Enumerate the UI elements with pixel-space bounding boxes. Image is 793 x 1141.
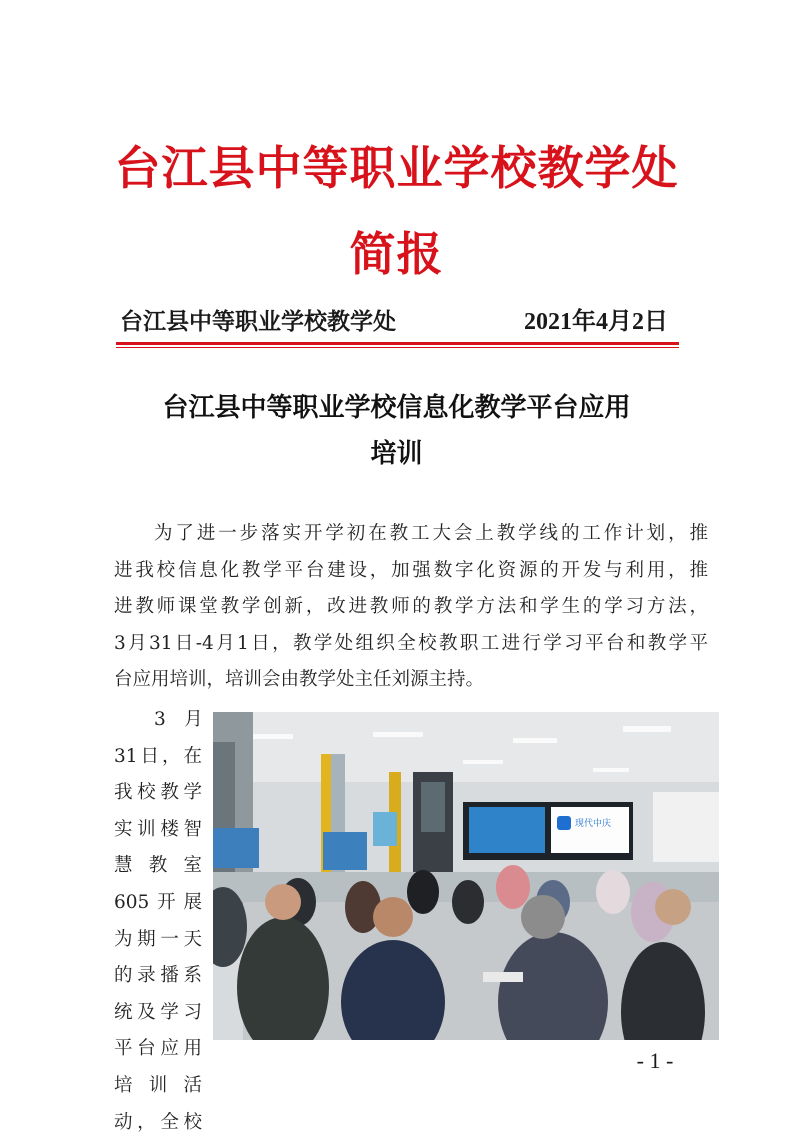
side-text-line: 统及学习 [114, 1001, 202, 1023]
classroom-photo-illustration [213, 712, 719, 1040]
page-number: - 1 - [636, 1048, 674, 1073]
paragraph-line: 进教师课堂教学创新，改进教师的教学方法和学生的学习方法， [114, 596, 708, 617]
side-text-line: 31日，在 [114, 745, 202, 767]
header-rule-thick [116, 342, 679, 345]
side-text-line: 605开展 [114, 891, 202, 913]
training-photo [213, 712, 719, 1040]
article-title-line1: 台江县中等职业学校信息化教学平台应用 [162, 393, 631, 423]
paragraph-line: 进我校信息化教学平台建设，加强数字化资源的开发与利用，推 [114, 559, 708, 581]
issuer-line [120, 304, 668, 340]
side-text-line: 动，全校 [114, 1111, 202, 1133]
side-text-line: 慧 教 室 [114, 855, 202, 877]
paragraph-line: 为了进一步落实开学初在教工大会上教学线的工作计划，推 [154, 523, 708, 544]
issue-date: 2021年4月2日 [524, 309, 668, 335]
article-title-line2: 培训 [370, 439, 423, 469]
side-text-line: 平台应用 [114, 1038, 202, 1060]
masthead-subtitle: 简报 [349, 227, 444, 281]
side-text-line: 3 月 [154, 709, 203, 730]
side-text-line: 为期一天 [114, 928, 202, 950]
paragraph-line: 台应用培训，培训会由教学处主任刘源主持。 [114, 669, 485, 690]
header-rule-thin [116, 347, 679, 348]
side-text-line: 的录播系 [114, 965, 202, 987]
issuer-org: 台江县中等职业学校教学处 [120, 308, 396, 335]
masthead-title: 台江县中等职业学校教学处 [114, 141, 679, 195]
side-text-line: 我校教学 [114, 782, 202, 804]
screen-brand-text: 现代中庆 [575, 819, 612, 829]
paragraph-line: 3月31日-4月1日，教学处组织全校教职工进行学习平台和教学平 [114, 632, 708, 654]
side-text-column [114, 702, 202, 1141]
article-paragraph [114, 516, 708, 699]
side-text-line: 培 训 活 [114, 1074, 202, 1096]
side-text-line: 实训楼智 [114, 818, 202, 840]
